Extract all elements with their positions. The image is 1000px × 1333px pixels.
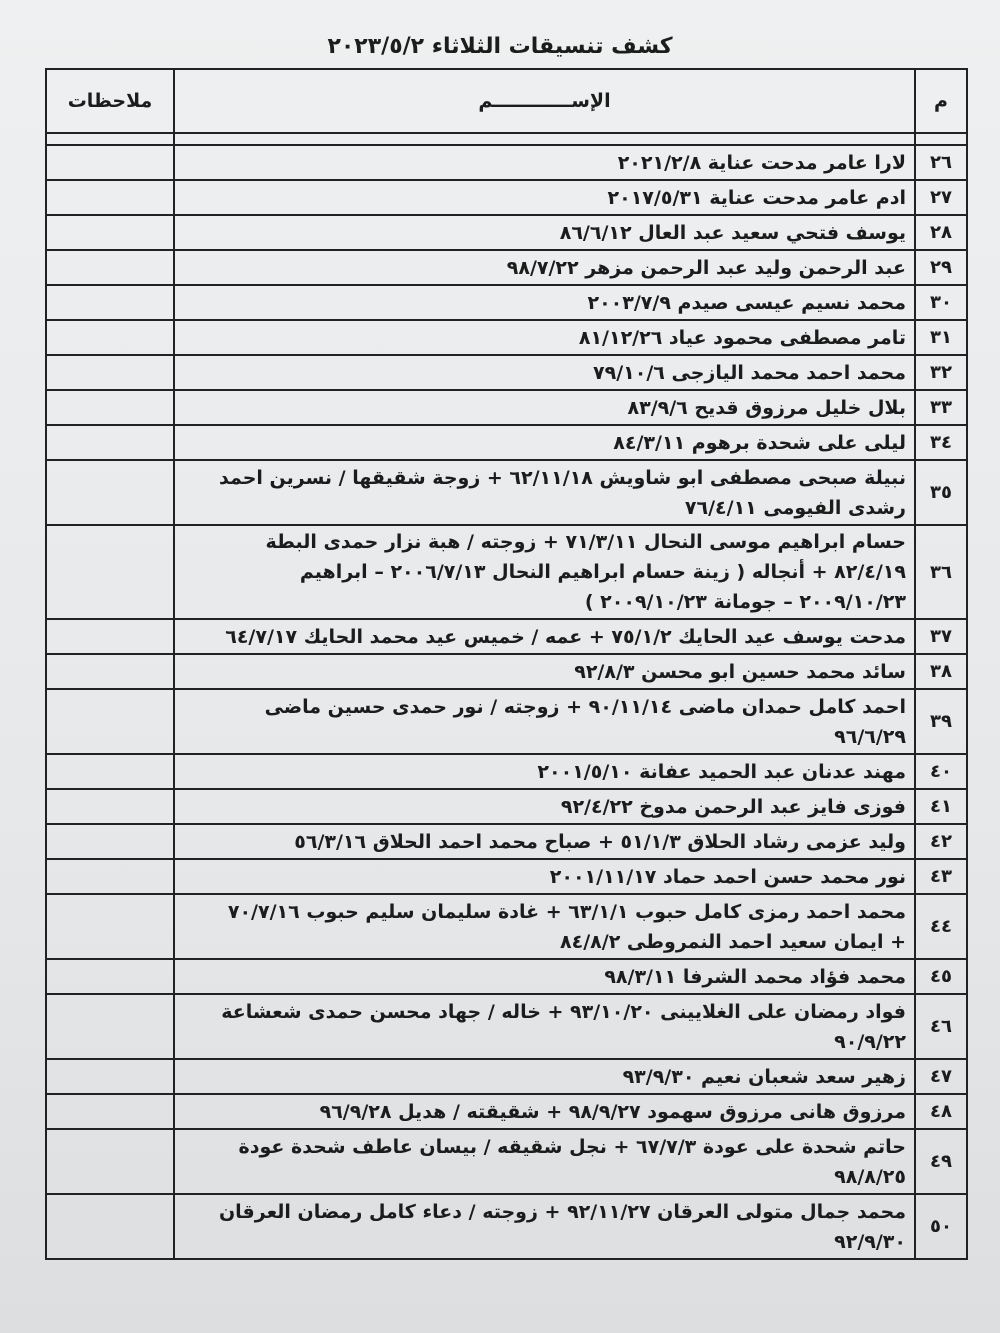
row-number: ٤٤ <box>915 894 967 959</box>
row-name: فوزى فايز عبد الرحمن مدوخ ٩٢/٤/٢٢ <box>174 789 915 824</box>
row-number: ٤٥ <box>915 959 967 994</box>
row-number: ٥٠ <box>915 1194 967 1259</box>
names-table <box>45 68 968 1260</box>
table-row <box>46 1094 967 1129</box>
table-row <box>46 1059 967 1094</box>
row-number: ٤٠ <box>915 754 967 789</box>
row-number: ٤١ <box>915 789 967 824</box>
row-notes <box>46 390 174 425</box>
table-row <box>46 180 967 215</box>
row-notes <box>46 320 174 355</box>
row-number: ٣٦ <box>915 525 967 619</box>
row-number: ٣٣ <box>915 390 967 425</box>
row-notes <box>46 689 174 754</box>
row-name: نور محمد حسن احمد حماد ٢٠٠١/١١/١٧ <box>174 859 915 894</box>
row-number: ٣٥ <box>915 460 967 525</box>
row-notes <box>46 250 174 285</box>
row-name: سائد محمد حسين ابو محسن ٩٢/٨/٣ <box>174 654 915 689</box>
row-number: ٣٧ <box>915 619 967 654</box>
row-notes <box>46 619 174 654</box>
table-row <box>46 390 967 425</box>
row-name: مدحت يوسف عيد الحايك ٧٥/١/٢ + عمه / خميس عيد محمد الحايك ٦٤/٧/١٧ <box>174 619 915 654</box>
row-number: ٣٠ <box>915 285 967 320</box>
row-name: ادم عامر مدحت عناية ٢٠١٧/٥/٣١ <box>174 180 915 215</box>
table-row <box>46 789 967 824</box>
row-number: ٤٦ <box>915 994 967 1059</box>
row-number: ٣١ <box>915 320 967 355</box>
row-notes <box>46 789 174 824</box>
row-name: ليلى على شحدة برهوم ٨٤/٣/١١ <box>174 425 915 460</box>
table-row <box>46 654 967 689</box>
row-notes <box>46 1094 174 1129</box>
table-row <box>46 525 967 619</box>
row-number: ٣٤ <box>915 425 967 460</box>
row-notes <box>46 959 174 994</box>
row-name: زهير سعد شعبان نعيم ٩٣/٩/٣٠ <box>174 1059 915 1094</box>
row-name: محمد احمد رمزى كامل حبوب ٦٣/١/١ + غادة سليمان سليم حبوب ٧٠/٧/١٦ + ايمان سعيد احمد النمروطى ٨٤/٨/٢ <box>174 894 915 959</box>
row-name: تامر مصطفى محمود عياد ٨١/١٢/٢٦ <box>174 320 915 355</box>
table-row <box>46 1129 967 1194</box>
header-notes: ملاحظات <box>46 69 174 133</box>
row-name: عبد الرحمن وليد عبد الرحمن مزهر ٩٨/٧/٢٢ <box>174 250 915 285</box>
row-name: محمد احمد محمد اليازجى ٧٩/١٠/٦ <box>174 355 915 390</box>
row-notes <box>46 180 174 215</box>
row-name: احمد كامل حمدان ماضى ٩٠/١١/١٤ + زوجته / نور حمدى حسين ماضى ٩٦/٦/٢٩ <box>174 689 915 754</box>
row-name: حسام ابراهيم موسى النحال ٧١/٣/١١ + زوجته / هبة نزار حمدى البطة ٨٢/٤/١٩ + أنجاله ( زينة حسام ابراهيم النحال ٢٠٠٦/٧/١٣ – ابراهيم ٢٠٠٩/١٠/٢٣ – جومانة ٢٠٠٩/١٠/٢٣ ) <box>174 525 915 619</box>
row-number: ٢٨ <box>915 215 967 250</box>
table-row <box>46 320 967 355</box>
row-notes <box>46 215 174 250</box>
row-notes <box>46 824 174 859</box>
row-notes <box>46 355 174 390</box>
row-number: ٤٩ <box>915 1129 967 1194</box>
row-notes <box>46 1059 174 1094</box>
row-name: فواد رمضان على الغلايينى ٩٣/١٠/٢٠ + خاله / جهاد محسن حمدى شعشاعة ٩٠/٩/٢٢ <box>174 994 915 1059</box>
table-row <box>46 215 967 250</box>
row-number: ٤٣ <box>915 859 967 894</box>
table-row <box>46 425 967 460</box>
header-name: الإســــــــــــم <box>174 69 915 133</box>
blank-cell <box>915 133 967 145</box>
row-name: مرزوق هانى مرزوق سهمود ٩٨/٩/٢٧ + شقيقته / هديل ٩٦/٩/٢٨ <box>174 1094 915 1129</box>
row-name: وليد عزمى رشاد الحلاق ٥١/١/٣ + صباح محمد احمد الحلاق ٥٦/٣/١٦ <box>174 824 915 859</box>
table-row <box>46 145 967 180</box>
row-notes <box>46 1194 174 1259</box>
table-row <box>46 460 967 525</box>
table-row <box>46 859 967 894</box>
row-name: حاتم شحدة على عودة ٦٧/٧/٣ + نجل شقيقه / بيسان عاطف شحدة عودة ٩٨/٨/٢٥ <box>174 1129 915 1194</box>
row-name: مهند عدنان عبد الحميد عفانة ٢٠٠١/٥/١٠ <box>174 754 915 789</box>
row-name: محمد نسيم عيسى صيدم ٢٠٠٣/٧/٩ <box>174 285 915 320</box>
table-row <box>46 824 967 859</box>
row-name: نبيلة صبحى مصطفى ابو شاويش ٦٢/١١/١٨ + زوجة شقيقها / نسرين احمد رشدى الفيومى ٧٦/٤/١١ <box>174 460 915 525</box>
row-notes <box>46 285 174 320</box>
row-notes <box>46 754 174 789</box>
document-title: كشف تنسيقات الثلاثاء ٢٠٢٣/٥/٢ <box>327 34 673 59</box>
row-name: بلال خليل مرزوق قديح ٨٣/٩/٦ <box>174 390 915 425</box>
table-row <box>46 959 967 994</box>
row-name: لارا عامر مدحت عناية ٢٠٢١/٢/٨ <box>174 145 915 180</box>
table-row <box>46 355 967 390</box>
row-notes <box>46 525 174 619</box>
row-number: ٣٨ <box>915 654 967 689</box>
row-number: ٣٩ <box>915 689 967 754</box>
row-number: ٤٨ <box>915 1094 967 1129</box>
row-number: ٣٢ <box>915 355 967 390</box>
table-row <box>46 250 967 285</box>
table-row <box>46 994 967 1059</box>
table-row <box>46 285 967 320</box>
row-number: ٢٩ <box>915 250 967 285</box>
row-name: يوسف فتحي سعيد عبد العال ٨٦/٦/١٢ <box>174 215 915 250</box>
row-number: ٢٦ <box>915 145 967 180</box>
row-notes <box>46 994 174 1059</box>
row-notes <box>46 145 174 180</box>
blank-row <box>46 133 967 145</box>
table-header-row <box>46 69 967 133</box>
row-name: محمد جمال متولى العرقان ٩٢/١١/٢٧ + زوجته / دعاء كامل رمضان العرقان ٩٢/٩/٣٠ <box>174 1194 915 1259</box>
header-number: م <box>915 69 967 133</box>
row-notes <box>46 425 174 460</box>
table-row <box>46 619 967 654</box>
row-number: ٤٢ <box>915 824 967 859</box>
blank-cell <box>46 133 174 145</box>
blank-cell <box>174 133 915 145</box>
row-notes <box>46 654 174 689</box>
row-name: محمد فؤاد محمد الشرفا ٩٨/٣/١١ <box>174 959 915 994</box>
row-notes <box>46 894 174 959</box>
row-notes <box>46 1129 174 1194</box>
table-row <box>46 754 967 789</box>
table-row <box>46 689 967 754</box>
table-row <box>46 894 967 959</box>
table-row <box>46 1194 967 1259</box>
row-number: ٢٧ <box>915 180 967 215</box>
row-notes <box>46 460 174 525</box>
row-number: ٤٧ <box>915 1059 967 1094</box>
row-notes <box>46 859 174 894</box>
